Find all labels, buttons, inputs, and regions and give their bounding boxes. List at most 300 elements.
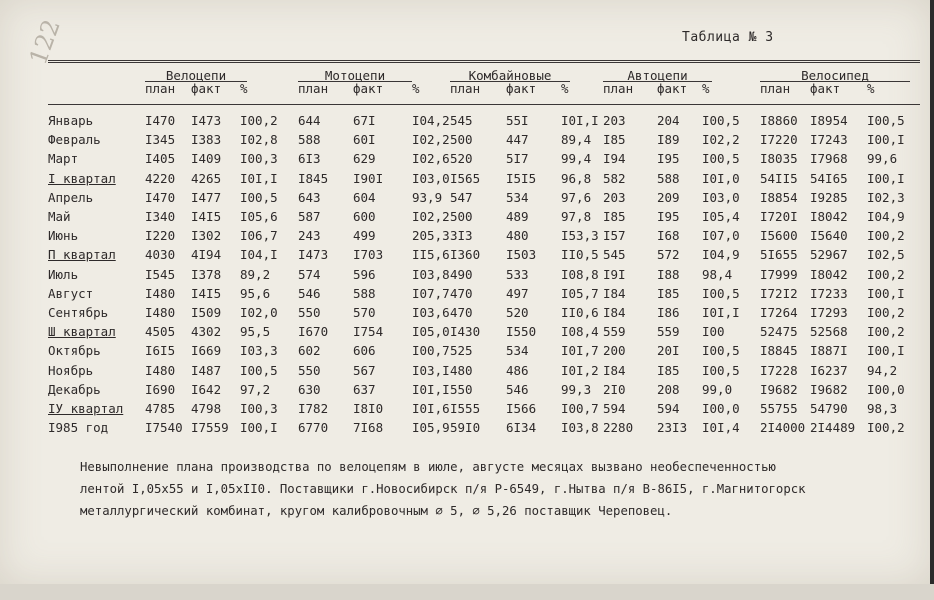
table-cell: I68 [657, 228, 680, 244]
table-cell: 95,5 [240, 324, 271, 340]
table-cell: 550 [298, 304, 321, 320]
table-cell: 546 [506, 381, 529, 397]
table-cell: I90I [353, 170, 384, 186]
table-cell: I7220 [760, 132, 798, 148]
table-cell: I85 [657, 285, 680, 301]
table-cell: I06,7 [240, 228, 278, 244]
table-cell: 534 [506, 189, 529, 205]
footnote-line: лентой I,05х55 и I,05хII0. Поставщики г.Новосибирск п/я Р-6549, г.Нытва п/я В-86I5, г.Магнитогорск [80, 482, 806, 496]
table-cell: 4265 [191, 170, 222, 186]
table-cell: I03,6 [412, 304, 450, 320]
table-cell: 582 [603, 170, 626, 186]
table-cell: I04,I [240, 247, 278, 263]
table-cell: I00,3 [240, 400, 278, 416]
table-cell: 500 [450, 132, 473, 148]
table-cell: I05,0 [412, 324, 450, 340]
table-cell: I6237 [810, 362, 848, 378]
subheader-plan: план [298, 81, 329, 96]
table-cell: 596 [353, 266, 376, 282]
table-cell: I5600 [760, 228, 798, 244]
table-cell: II5,6 [412, 247, 450, 263]
table-cell: 588 [298, 132, 321, 148]
table-cell: I0I,6 [412, 400, 450, 416]
table-cell: 67I [353, 113, 376, 129]
table-cell: I00,5 [702, 362, 740, 378]
table-row [48, 111, 917, 130]
table-cell: 497 [506, 285, 529, 301]
table-cell: 489 [506, 209, 529, 225]
table-cell: I03,I [412, 362, 450, 378]
row-label: Декабрь [48, 381, 101, 397]
table-cell: 97,2 [240, 381, 271, 397]
table-cell: 60I [353, 132, 376, 148]
table-cell: I00,2 [867, 420, 905, 436]
table-cell: I6I5 [145, 343, 176, 359]
table-cell: I00,2 [867, 228, 905, 244]
table-row [48, 399, 917, 418]
table-cell: I02,3 [867, 189, 905, 205]
table-cell: I00,I [867, 285, 905, 301]
table-cell: 550 [298, 362, 321, 378]
table-cell: I88 [657, 266, 680, 282]
table-cell: I84 [603, 362, 626, 378]
table-row [48, 380, 917, 399]
table-cell: 55I [506, 113, 529, 129]
table-cell: I430 [450, 324, 481, 340]
table-cell: I7233 [810, 285, 848, 301]
table-cell: 602 [298, 343, 321, 359]
table-cell: I503 [506, 247, 537, 263]
table-cell: 2280 [603, 420, 634, 436]
table-cell: 567 [353, 362, 376, 378]
table-cell: I72I2 [760, 285, 798, 301]
table-cell: I03,0 [412, 170, 450, 186]
table-cell: I00,I [867, 132, 905, 148]
table-cell: 54I65 [810, 170, 848, 186]
table-cell: 470 [450, 285, 473, 301]
table-cell: I85 [603, 132, 626, 148]
table-cell: I0I,I [561, 113, 599, 129]
table-cell: I405 [145, 151, 176, 167]
table-cell: 98,4 [702, 266, 733, 282]
table-cell: I05,9 [412, 420, 450, 436]
subheader-fact: факт [506, 81, 537, 96]
table-cell: 630 [298, 381, 321, 397]
table-cell: I378 [191, 266, 222, 282]
table-cell: I00 [702, 324, 725, 340]
table-cell: I04,9 [867, 209, 905, 225]
table-cell: 205,3 [412, 228, 450, 244]
table-cell: 54790 [810, 400, 848, 416]
table-cell: 570 [353, 304, 376, 320]
table-cell: 59I0 [450, 420, 481, 436]
table-cell: 97,6 [561, 189, 592, 205]
subheader-percent: % [867, 81, 875, 96]
table-cell: I8042 [810, 266, 848, 282]
subheader-plan: план [760, 81, 791, 96]
table-cell: I550 [506, 324, 537, 340]
table-cell: 559 [603, 324, 626, 340]
table-row [48, 322, 917, 341]
table-cell: I86 [657, 304, 680, 320]
table-cell: I642 [191, 381, 222, 397]
table-cell: 2I0 [603, 381, 626, 397]
table-cell: I720I [760, 209, 798, 225]
table-cell: I470 [145, 189, 176, 205]
table-cell: I53,3 [561, 228, 599, 244]
table-cell: 99,4 [561, 151, 592, 167]
footnote [80, 456, 910, 522]
table-cell: I02,8 [240, 132, 278, 148]
table-cell: I340 [145, 209, 176, 225]
table-cell: 470 [450, 304, 473, 320]
row-label: Июль [48, 266, 79, 282]
table-cell: 4I94 [191, 247, 222, 263]
table-cell: 637 [353, 381, 376, 397]
table-cell: 6I34 [506, 420, 537, 436]
table-cell: I480 [145, 285, 176, 301]
table-cell: 546 [298, 285, 321, 301]
table-cell: 533 [506, 266, 529, 282]
subheader-plan: план [603, 81, 634, 96]
table-cell: 520 [450, 151, 473, 167]
table-cell: I302 [191, 228, 222, 244]
table-cell: 550 [450, 381, 473, 397]
table-cell: I0I,2 [561, 362, 599, 378]
table-cell: 559 [657, 324, 680, 340]
table-cell: I7293 [810, 304, 848, 320]
table-cell: 643 [298, 189, 321, 205]
table-cell: 52967 [810, 247, 848, 263]
row-label: Июнь [48, 228, 79, 244]
subheader-percent: % [412, 81, 420, 96]
table-cell: 629 [353, 151, 376, 167]
table-cell: I8860 [760, 113, 798, 129]
table-cell: I9682 [760, 381, 798, 397]
footnote-line: Невыполнение плана производства по велоцепям в июле, августе месяцах вызвано необеспеченностью [80, 460, 776, 474]
table-cell: I4I5 [191, 209, 222, 225]
table-cell: I00,2 [867, 304, 905, 320]
table-cell: 99,6 [867, 151, 898, 167]
row-label: Октябрь [48, 343, 101, 359]
table-cell: I00,0 [702, 400, 740, 416]
table-cell: 534 [506, 343, 529, 359]
table-cell: I670 [298, 324, 329, 340]
table-cell: I02,5 [867, 247, 905, 263]
table-cell: I05,4 [702, 209, 740, 225]
table-cell: 208 [657, 381, 680, 397]
table-cell: 6I3 [298, 151, 321, 167]
table-cell: I00,5 [867, 113, 905, 129]
table-cell: I545 [145, 266, 176, 282]
subheader-percent: % [561, 81, 569, 96]
table-cell: I0I,7 [561, 343, 599, 359]
table-cell: 94,2 [867, 362, 898, 378]
footnote-line: металлургический комбинат, кругом калибровочным ∅ 5, ∅ 5,26 поставщик Череповец. [80, 504, 673, 518]
table-cell: 7I68 [353, 420, 384, 436]
table-cell: I0I,0 [702, 170, 740, 186]
table-cell: I07,7 [412, 285, 450, 301]
table-cell: I9I [603, 266, 626, 282]
table-cell: 243 [298, 228, 321, 244]
table-cell: I480 [145, 304, 176, 320]
table-cell: I509 [191, 304, 222, 320]
table-cell: I669 [191, 343, 222, 359]
table-cell: 545 [450, 113, 473, 129]
table-row [48, 169, 917, 188]
table-cell: I00,I [867, 343, 905, 359]
table-cell: 54II5 [760, 170, 798, 186]
column-group-label: Мотоцепи [324, 68, 386, 83]
table-cell: I220 [145, 228, 176, 244]
table-cell: I703 [353, 247, 384, 263]
table-cell: I0I,I [702, 304, 740, 320]
table-cell: I7540 [145, 420, 183, 436]
table-cell: 3I3 [450, 228, 473, 244]
table-cell: I03,0 [702, 189, 740, 205]
table-cell: I383 [191, 132, 222, 148]
table-cell: 644 [298, 113, 321, 129]
table-cell: I02,0 [240, 304, 278, 320]
table-cell: 547 [450, 189, 473, 205]
margin-page-number: 122 [23, 15, 66, 69]
row-label: Май [48, 209, 71, 225]
table-cell: 99,0 [702, 381, 733, 397]
table-cell: I00,5 [702, 343, 740, 359]
table-cell: 574 [298, 266, 321, 282]
row-label: I985 год [48, 420, 109, 436]
table-cell: 209 [657, 189, 680, 205]
table-cell: I03,3 [240, 343, 278, 359]
subheader-percent: % [240, 81, 248, 96]
table-cell: 4030 [145, 247, 176, 263]
table-cell: 98,3 [867, 400, 898, 416]
subheader-fact: факт [191, 81, 222, 96]
table-cell: I7228 [760, 362, 798, 378]
table-cell: I85 [657, 362, 680, 378]
subheader-plan: план [450, 81, 481, 96]
table-cell: I84 [603, 304, 626, 320]
row-label: Ноябрь [48, 362, 94, 378]
table-cell: I00,0 [867, 381, 905, 397]
table-cell: 5I7 [506, 151, 529, 167]
table-cell: I8854 [760, 189, 798, 205]
table-cell: I00,5 [240, 362, 278, 378]
table-cell: I754 [353, 324, 384, 340]
subheader-fact: факт [810, 81, 841, 96]
table-cell: I360 [450, 247, 481, 263]
table-cell: I0I,I [412, 381, 450, 397]
header-bottom-rule [48, 104, 920, 105]
table-cell: 97,8 [561, 209, 592, 225]
row-label: Ш квартал [48, 324, 116, 340]
table-cell: I8042 [810, 209, 848, 225]
table-cell: I9682 [810, 381, 848, 397]
subheader-fact: факт [657, 81, 688, 96]
table-cell: I782 [298, 400, 329, 416]
row-label: Апрель [48, 189, 94, 205]
table-cell: I7559 [191, 420, 229, 436]
table-cell: 89,2 [240, 266, 271, 282]
table-cell: 572 [657, 247, 680, 263]
table-row [48, 418, 917, 437]
table-cell: I04,9 [702, 247, 740, 263]
table-cell: 6770 [298, 420, 329, 436]
table-cell: I8I0 [353, 400, 384, 416]
table-cell: I57 [603, 228, 626, 244]
table-cell: I05,6 [240, 209, 278, 225]
table-cell: I7999 [760, 266, 798, 282]
table-cell: 89,4 [561, 132, 592, 148]
table-cell: 55755 [760, 400, 798, 416]
table-cell: I95 [657, 209, 680, 225]
table-cell: I04,2 [412, 113, 450, 129]
table-cell: 52568 [810, 324, 848, 340]
table-cell: II0,6 [561, 304, 599, 320]
table-row [48, 245, 917, 264]
row-label: IУ квартал [48, 400, 124, 416]
table-cell: 4505 [145, 324, 176, 340]
table-cell: I84 [603, 285, 626, 301]
table-cell: 204 [657, 113, 680, 129]
table-cell: I8035 [760, 151, 798, 167]
table-cell: I473 [298, 247, 329, 263]
subheader-plan: план [145, 81, 176, 96]
table-cell: I566 [506, 400, 537, 416]
row-label: Март [48, 151, 79, 167]
table-row [48, 265, 917, 284]
table-cell: 600 [353, 209, 376, 225]
table-cell: I08,8 [561, 266, 599, 282]
table-cell: I0I,4 [702, 420, 740, 436]
table-cell: 23I3 [657, 420, 688, 436]
table-cell: 200 [603, 343, 626, 359]
page-edge [0, 584, 934, 600]
table-cell: I7264 [760, 304, 798, 320]
table-cell: I00,3 [240, 151, 278, 167]
table-cell: I690 [145, 381, 176, 397]
table-cell: 2I4000 [760, 420, 806, 436]
table-cell: 480 [450, 362, 473, 378]
table-cell: I03,8 [412, 266, 450, 282]
row-label: I квартал [48, 170, 116, 186]
table-cell: I02,6 [412, 151, 450, 167]
subheader-fact: факт [353, 81, 384, 96]
table-cell: I555 [450, 400, 481, 416]
table-cell: 4302 [191, 324, 222, 340]
column-group-label: Комбайновые [468, 68, 552, 83]
table-cell: I05,7 [561, 285, 599, 301]
table-cell: I487 [191, 362, 222, 378]
table-cell: 587 [298, 209, 321, 225]
column-group-label: Велосипед [801, 68, 869, 83]
table-row [48, 226, 917, 245]
table-cell: 20I [657, 343, 680, 359]
table-cell: 490 [450, 266, 473, 282]
table-cell: 203 [603, 189, 626, 205]
table-row [48, 360, 917, 379]
table-cell: I480 [145, 362, 176, 378]
table-cell: I95 [657, 151, 680, 167]
table-cell: 95,6 [240, 285, 271, 301]
table-cell: I94 [603, 151, 626, 167]
table-cell: I00,5 [240, 189, 278, 205]
table-cell: 480 [506, 228, 529, 244]
table-cell: I00,5 [702, 113, 740, 129]
column-group-label: Автоцепи [627, 68, 688, 83]
data-table [48, 111, 917, 437]
table-cell: I89 [657, 132, 680, 148]
row-label: Январь [48, 113, 94, 129]
table-cell: 520 [506, 304, 529, 320]
table-cell: 588 [353, 285, 376, 301]
table-cell: I8954 [810, 113, 848, 129]
table-cell: I8845 [760, 343, 798, 359]
table-cell: I08,4 [561, 324, 599, 340]
table-cell: 4785 [145, 400, 176, 416]
table-cell: I85 [603, 209, 626, 225]
top-rule-double [48, 62, 920, 63]
table-cell: 525 [450, 343, 473, 359]
table-cell: 203 [603, 113, 626, 129]
table-cell: 588 [657, 170, 680, 186]
table-cell: I887I [810, 343, 848, 359]
table-cell: I477 [191, 189, 222, 205]
table-cell: I07,0 [702, 228, 740, 244]
table-cell: 5I655 [760, 247, 798, 263]
column-group-label: Велоцепи [165, 68, 227, 83]
table-cell: I5640 [810, 228, 848, 244]
table-cell: I00,7 [412, 343, 450, 359]
table-cell: I565 [450, 170, 481, 186]
table-row [48, 341, 917, 360]
table-cell: I00,2 [867, 266, 905, 282]
table-cell: I00,2 [867, 324, 905, 340]
table-cell: II0,5 [561, 247, 599, 263]
table-cell: 99,3 [561, 381, 592, 397]
table-cell: I02,2 [412, 132, 450, 148]
table-title: Таблица № 3 [682, 30, 774, 45]
table-cell: I0I,I [240, 170, 278, 186]
table-cell: I03,8 [561, 420, 599, 436]
table-cell: 604 [353, 189, 376, 205]
table-cell: I409 [191, 151, 222, 167]
table-cell: I00,2 [240, 113, 278, 129]
table-row [48, 149, 917, 168]
table-cell: I9285 [810, 189, 848, 205]
table-cell: I7243 [810, 132, 848, 148]
table-row [48, 188, 917, 207]
table-cell: I00,5 [702, 151, 740, 167]
subheader-percent: % [702, 81, 710, 96]
table-cell: I7968 [810, 151, 848, 167]
table-row [48, 284, 917, 303]
table-row [48, 130, 917, 149]
table-cell: 93,9 [412, 189, 443, 205]
table-cell: I845 [298, 170, 329, 186]
table-cell: I02,2 [702, 132, 740, 148]
table-cell: 594 [657, 400, 680, 416]
table-row [48, 207, 917, 226]
table-cell: 2I4489 [810, 420, 856, 436]
table-cell: I00,5 [702, 285, 740, 301]
table-cell: I00,I [867, 170, 905, 186]
table-cell: I470 [145, 113, 176, 129]
table-cell: 606 [353, 343, 376, 359]
table-cell: 96,8 [561, 170, 592, 186]
table-cell: I473 [191, 113, 222, 129]
table-cell: 499 [353, 228, 376, 244]
